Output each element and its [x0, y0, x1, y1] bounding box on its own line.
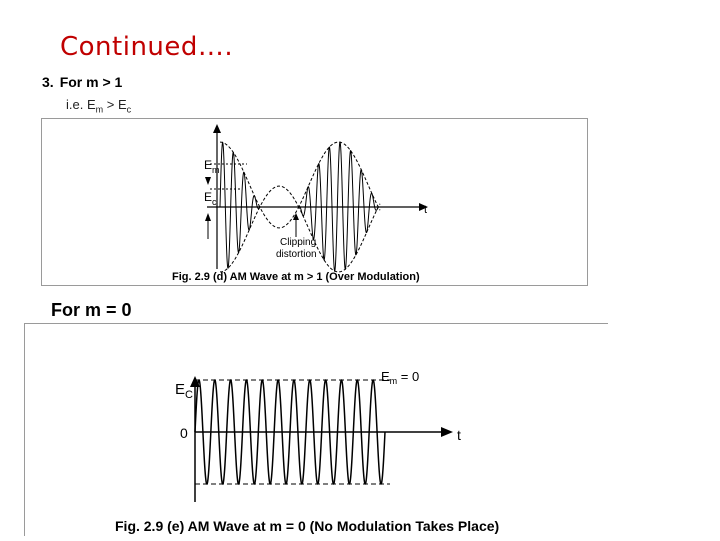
- clipping-label-line1: Clipping: [280, 237, 317, 248]
- slide-title: Continued….: [60, 32, 234, 62]
- condition-prefix: i.e. E: [66, 97, 96, 112]
- section-heading-over-modulation: [42, 74, 122, 90]
- time-axis-label: t: [457, 427, 461, 443]
- condition-mid: > E: [103, 97, 127, 112]
- over-modulation-diagram: [42, 119, 587, 285]
- ec-arrow-down: [205, 177, 211, 185]
- ec-label: $E_c$: [204, 190, 217, 207]
- time-axis-label: t: [424, 204, 428, 216]
- em-label: $E_m$: [204, 158, 220, 175]
- section-label: For m > 1: [59, 74, 123, 90]
- figure2-caption: Fig. 2.9 (e) AM Wave at m = 0 (No Modulation Takes Place): [115, 518, 500, 534]
- vertical-axis-arrow: [213, 124, 221, 133]
- no-modulation-diagram: [25, 324, 608, 536]
- section-heading-no-modulation: For m = 0: [51, 300, 132, 320]
- ec-arrow-up: [205, 213, 211, 221]
- clipping-label-line2: distortion: [276, 249, 317, 260]
- em-equals-zero-label: $E_m = 0$: [381, 369, 420, 386]
- condition-text: [66, 97, 131, 115]
- condition-sub-m: m: [95, 104, 104, 115]
- figure1-caption: Fig. 2.9 (d) AM Wave at m > 1 (Over Modulation): [172, 271, 420, 283]
- figure-no-modulation: [24, 323, 608, 536]
- section-number: 3.: [42, 74, 54, 90]
- time-axis-arrow: [441, 427, 453, 437]
- condition-sub-c: c: [126, 104, 132, 115]
- ec-label: $E_C$: [175, 381, 193, 401]
- figure-over-modulation: [41, 118, 588, 286]
- zero-label: 0: [180, 425, 188, 441]
